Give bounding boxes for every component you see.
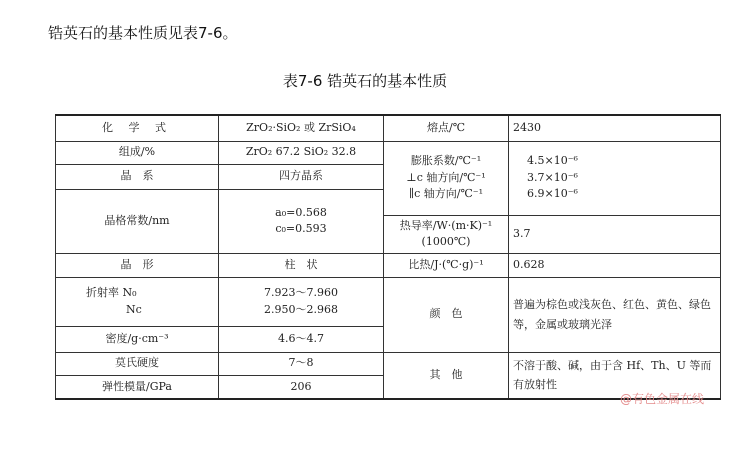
composition-label: 组成/% xyxy=(56,141,219,164)
expansion-values xyxy=(509,141,721,215)
color-label: 颜 色 xyxy=(384,277,509,352)
para-axis-value: 6.9×10⁻⁶ xyxy=(527,187,578,201)
modulus-label: 弹性模量/GPa xyxy=(56,375,219,399)
intro-text: 锆英石的基本性质见表7-6。 xyxy=(48,24,238,42)
refraction-label xyxy=(56,277,219,326)
composition-value: ZrO₂ 67.2 SiO₂ 32.8 xyxy=(219,141,384,164)
conductivity-label xyxy=(384,215,509,253)
lattice-c: c₀=0.593 xyxy=(275,222,327,235)
hardness-value: 7～8 xyxy=(219,352,384,375)
conductivity-label-line1: 热导率/W·(m·K)⁻¹ xyxy=(399,218,493,232)
specific-heat-label: 比热/J·(℃·g)⁻¹ xyxy=(384,253,509,277)
color-value: 普遍为棕色或浅灰色、红色、黄色、绿色等，金属或玻璃光泽 xyxy=(509,277,721,352)
hardness-label: 莫氏硬度 xyxy=(56,352,219,375)
perp-axis-label: ⊥c 轴方向/℃⁻¹ xyxy=(406,170,486,184)
formula-label: 化 学 式 xyxy=(56,115,219,141)
expansion-label: 膨胀系数/℃⁻¹ xyxy=(410,154,482,168)
perp-axis-value: 3.7×10⁻⁶ xyxy=(527,170,578,184)
expansion-labels xyxy=(384,141,509,215)
lattice-a: a₀=0.568 xyxy=(275,205,327,219)
other-value: 不溶于酸、碱，由于含 Hf、Th、U 等而有放射性 xyxy=(509,352,721,399)
density-label: 密度/g·cm⁻³ xyxy=(56,326,219,352)
modulus-value: 206 xyxy=(219,375,384,399)
refraction-values xyxy=(219,277,384,326)
melting-label: 熔点/℃ xyxy=(384,115,509,141)
refraction-n0: 7.923～7.960 xyxy=(264,286,338,299)
refraction-nc: 2.950～2.968 xyxy=(264,302,338,316)
para-axis-label: ∥c 轴方向/℃⁻¹ xyxy=(409,187,483,201)
lattice-label: 晶格常数/nm xyxy=(56,189,219,253)
table-caption: 表7-6 锆英石的基本性质 xyxy=(282,72,448,90)
melting-value: 2430 xyxy=(509,115,721,141)
formula-value: ZrO₂·SiO₂ 或 ZrSiO₄ xyxy=(219,115,384,141)
system-label: 晶 系 xyxy=(56,164,219,189)
refraction-label-nc: Nc xyxy=(126,302,142,316)
system-value: 四方晶系 xyxy=(219,164,384,189)
expansion-value: 4.5×10⁻⁶ xyxy=(527,154,578,168)
watermark: @有色金属在线 xyxy=(620,392,705,406)
form-label: 晶 形 xyxy=(56,253,219,277)
specific-heat-value: 0.628 xyxy=(509,253,721,277)
conductivity-label-line2: (1000℃) xyxy=(421,235,471,248)
lattice-values xyxy=(219,189,384,253)
other-label: 其 他 xyxy=(384,352,509,399)
properties-table xyxy=(55,114,721,400)
conductivity-value: 3.7 xyxy=(509,215,721,253)
density-value: 4.6～4.7 xyxy=(219,326,384,352)
form-value: 柱 状 xyxy=(219,253,384,277)
refraction-label-n0: 折射率 N₀ xyxy=(86,286,137,299)
